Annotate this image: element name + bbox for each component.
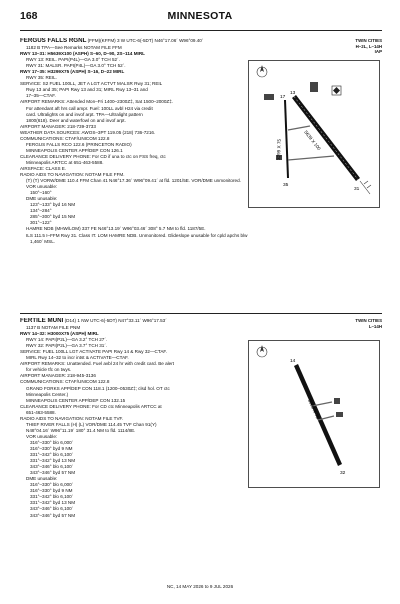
approach-lights-icon	[360, 181, 371, 194]
state-title: MINNESOTA	[167, 10, 233, 22]
beacon-icon	[332, 86, 341, 95]
entry-divider	[20, 313, 382, 314]
runway-number: 14	[290, 359, 296, 364]
runway-number: 13	[290, 91, 296, 96]
effective-dates: NC, 14 MAY 2026 to 9 JUL 2026	[166, 584, 234, 589]
page-number: 168	[20, 10, 38, 22]
airport-diagram-fertile-muni	[248, 340, 380, 488]
airport-coords: N46°17.06´ W96°09.40´	[154, 38, 204, 43]
airport-name: FERGUS FALLS RGNL	[20, 38, 87, 44]
runway-number: 31	[354, 187, 360, 192]
chart-reference: TWIN CITIES H–2L, L–14H IAP	[355, 38, 382, 55]
airport-coords: N47°33.11´ W96°17.53´	[118, 318, 167, 323]
airport-diagram-fergus-falls	[248, 60, 380, 208]
runway-17-35	[284, 100, 289, 178]
airport-utc: UTC-6(-5DT)	[126, 38, 154, 43]
navaid-details: (T) (T) VORW/DME 110.4 FFM Chan 41 N46°17.36´ W96°09.41´ at fld. 1201/5E. VOR/DME unmonitored. VOR unusable: 150°–160° DME unusable: 123°–133° byd 16 NM 134°–284° 285°–300° byd 15 NM 301°–122° HAMRE NDB (MHW/LOM) 337 FE N46°13.19´ W96°03.46´ 308° 5.7 NM to fld. 1187/5E. ILS 111.5 I–FFM Rwy 31. Class IT. LOM HAMRE NDB. Unmonitored. Glideslope unusable for cpld apchs blw 1,460´ MSL.	[26, 178, 248, 244]
runway-dimension-label: 5639 X 100	[303, 129, 322, 152]
airport-utc: UTC-6(-5DT)	[90, 318, 117, 323]
chart-reference: TWIN CITIES L–14H	[355, 318, 382, 329]
airport-name: FERTILE MUNI	[20, 318, 64, 324]
runway-dimension-label: 3000 X 75	[307, 398, 321, 420]
airport-distance: 3 W	[116, 38, 126, 43]
airport-details: 1137 B NOTAM FILE PNM RWY 14–32: H3000X75 (ASPH) MIRL RWY 14: PAPI(P2L)—GA 3.2° TCH 27´. RWY 32: PAPI(P2L)—GA 3.7° TCH 31´. SERVICE: FUEL 100LL LGT ACTIVATE PAPI Rwy 14 & Rwy 32—CTAF. MIRL Rwy 14–32 to incr intst & ACTIVATE—CTAF. AIRPORT REMARKS: Unattended. Fuel avbl 24 hr with credit card. Be alert for vehicle tfc on twys. AIRPORT MANAGER: 218-945-3136 COMMUNICATIONS: CTAF/UNICOM 122.8 GRAND FORKS APP/DEP CON 118.1 (1200–0530Z‡; clsd hol. OT ctc Minneapolis Center.) MINNEAPOLIS CENTER APP/DEP CON 132.15 CLEARANCE DELIVERY PHONE: For CD ctc Minneapolis ARTCC at 651-463-5588. RADIO AIDS TO NAVIGATION: NOTAM FILE TVF. THIEF RIVER FALLS (H) (L) VOR/DME 114.45 TVF Chan 91(Y) N48°04.16´ W96°11.19´ 180° 31.4 NM to fld. 1114/8E. VOR unusable: 316°–330° blo 6,000´ 316°–330° byd 9 NM 331°–342° blo 6,100´ 331°–342° byd 13 NM 343°–346° blo 6,100´ 343°–346° byd 57 NM DME unusable: 316°–330° blo 6,000´ 316°–330° byd 9 NM 331°–342° blo 6,100´ 331°–342° byd 13 NM 343°–346° blo 6,100´ 343°–346° byd 57 NM	[20, 325, 175, 518]
page-header	[0, 10, 400, 24]
runway-number: 32	[340, 471, 346, 476]
airport-details: 1182 B TPA—See Remarks NOTAM FILE FFM RWY 13–31: H5639X100 (ASPH) S–60, D–90, 2S–114 MIRL RWY 13: REIL. PAPI(P4L)—GA 3.0° TCH 52´. RWY 31: MALSR. PAPI(P4L)—GA 3.0° TCH 52´. RWY 17–35: H3299X75 (ASPH) S–16, D–22 MIRL RWY 35: REIL. SERVICE: S2 FUEL 100LL, JET A LGT ACTVT MALSR Rwy 31; REIL Rwy 13 and 35; PAPI Rwy 13 and 31; MIRL Rwy 13–31 and 17–35—CTAF. AIRPORT REMARKS: Attended Mon–Fri 1400–2300Z‡, Sat 1500–2000Z‡. For attendant aft hrs call ampr. Fuel: 100LL avbl H24 via credit card. Ultralights on and invof arpt. TPA—Ultralight pattern 1800(618). Deer and waterfowl on and invof arpt. AIRPORT MANAGER: 218-739-3733 WEATHER DATA SOURCES: AWOS–3PT 119.05 (218) 736-7216. COMMUNICATIONS: CTAF/UNICOM 122.8 FERGUS FALLS RCO 122.6 (PRINCETON RADIO) MINNEAPOLIS CENTER APP/DEP CON 126.1 CLEARANCE DELIVERY PHONE: For CD if una to ctc on FSS freq, ctc Minneapolis ARTCC at 651-463-5588. AIRSPACE: CLASS E. RADIO AIDS TO NAVIGATION: NOTAM FILE FFM.	[20, 45, 174, 178]
airport-entry-fertile-muni	[20, 318, 382, 580]
runway-number: 17	[280, 95, 286, 100]
airport-distance: 1 NW	[77, 318, 89, 323]
north-arrow-icon	[257, 345, 267, 357]
north-arrow-icon	[257, 65, 267, 77]
airport-ident: (D14)	[64, 318, 77, 323]
header-rule	[20, 30, 382, 31]
airport-entry-fergus-falls	[20, 38, 382, 338]
runway-dimension-label: 3299 X 75	[276, 138, 282, 161]
runway-13-31	[292, 95, 360, 181]
building-icon	[334, 398, 343, 417]
airport-ident: (FFM)(KFFM)	[87, 38, 116, 43]
runway-number: 35	[283, 183, 289, 188]
